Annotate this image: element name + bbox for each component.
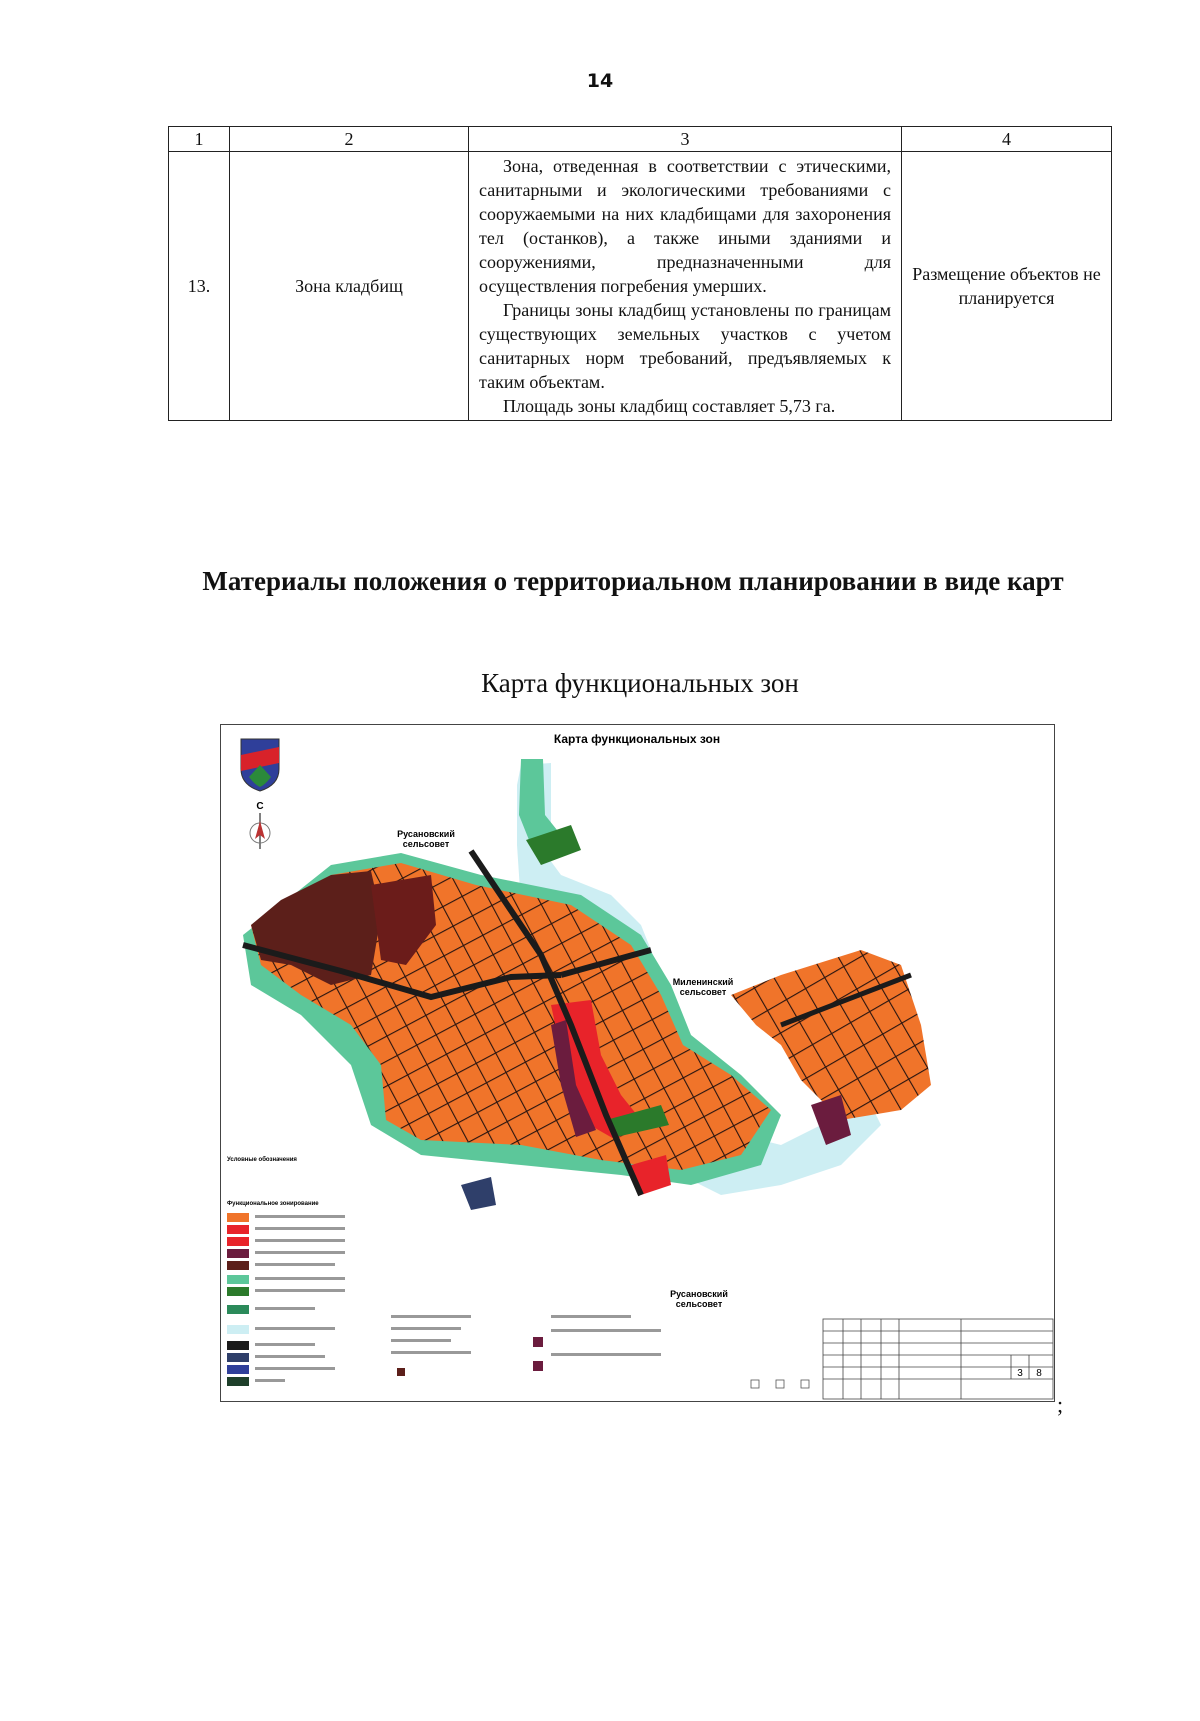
label-north-2: сельсовет xyxy=(402,839,450,849)
coat-of-arms-icon xyxy=(241,739,279,791)
trailing-semicolon: ; xyxy=(1057,1392,1064,1417)
sheet-count: 8 xyxy=(1036,1368,1042,1379)
row-number: 13. xyxy=(169,152,230,421)
label-east-1: Миленинский xyxy=(672,977,734,987)
map-inner-title: Карта функциональных зон xyxy=(553,732,721,746)
map-legend xyxy=(227,1156,661,1386)
placement-note: Размещение объектов не планируется xyxy=(902,152,1112,421)
map-caption: Карта функциональных зон xyxy=(481,668,799,698)
zone-description xyxy=(469,152,902,421)
description-paragraph-3: Площадь зоны кладбищ составляет 5,73 га. xyxy=(503,396,836,416)
title-block xyxy=(823,1319,1053,1399)
legend-sub: Функциональное зонирование xyxy=(227,1201,319,1207)
label-south-1: Русановский xyxy=(670,1289,728,1299)
description-paragraph-1: Зона, отведенная в соответствии с этическими, санитарными и экологическими требованиями с сооружаемыми на них кладбищами для захоронения тел (останков), а также иными зданиями и сооружениями, предназначенными для осуществления погребения умерших. xyxy=(479,156,891,296)
legend-heading: Условные обозначения xyxy=(227,1157,297,1163)
page-number: 14 xyxy=(586,70,614,92)
header-col-3: 3 xyxy=(469,127,902,152)
header-col-2: 2 xyxy=(230,127,469,152)
table-header-row xyxy=(169,127,1112,152)
table-row xyxy=(169,152,1112,421)
header-col-4: 4 xyxy=(902,127,1112,152)
label-north-1: Русановский xyxy=(397,829,455,839)
label-east-2: сельсовет xyxy=(679,987,727,997)
residential-zone-east xyxy=(731,950,931,1120)
compass-letter: С xyxy=(256,801,264,812)
label-south-2: сельсовет xyxy=(675,1299,723,1309)
zone-name: Зона кладбищ xyxy=(230,152,469,421)
description-paragraph-2: Границы зоны кладбищ установлены по границам существующих земельных участков с учетом санитарных норм требований, предъявляемых к таким объектам. xyxy=(479,300,891,392)
sheet-number: 3 xyxy=(1017,1368,1023,1379)
header-col-1: 1 xyxy=(169,127,230,152)
zones-table xyxy=(168,126,1112,421)
north-arrow-icon xyxy=(250,801,270,849)
functional-zones-map xyxy=(220,724,1055,1402)
section-title: Материалы положения о территориальном планировании в виде карт xyxy=(202,566,1064,596)
